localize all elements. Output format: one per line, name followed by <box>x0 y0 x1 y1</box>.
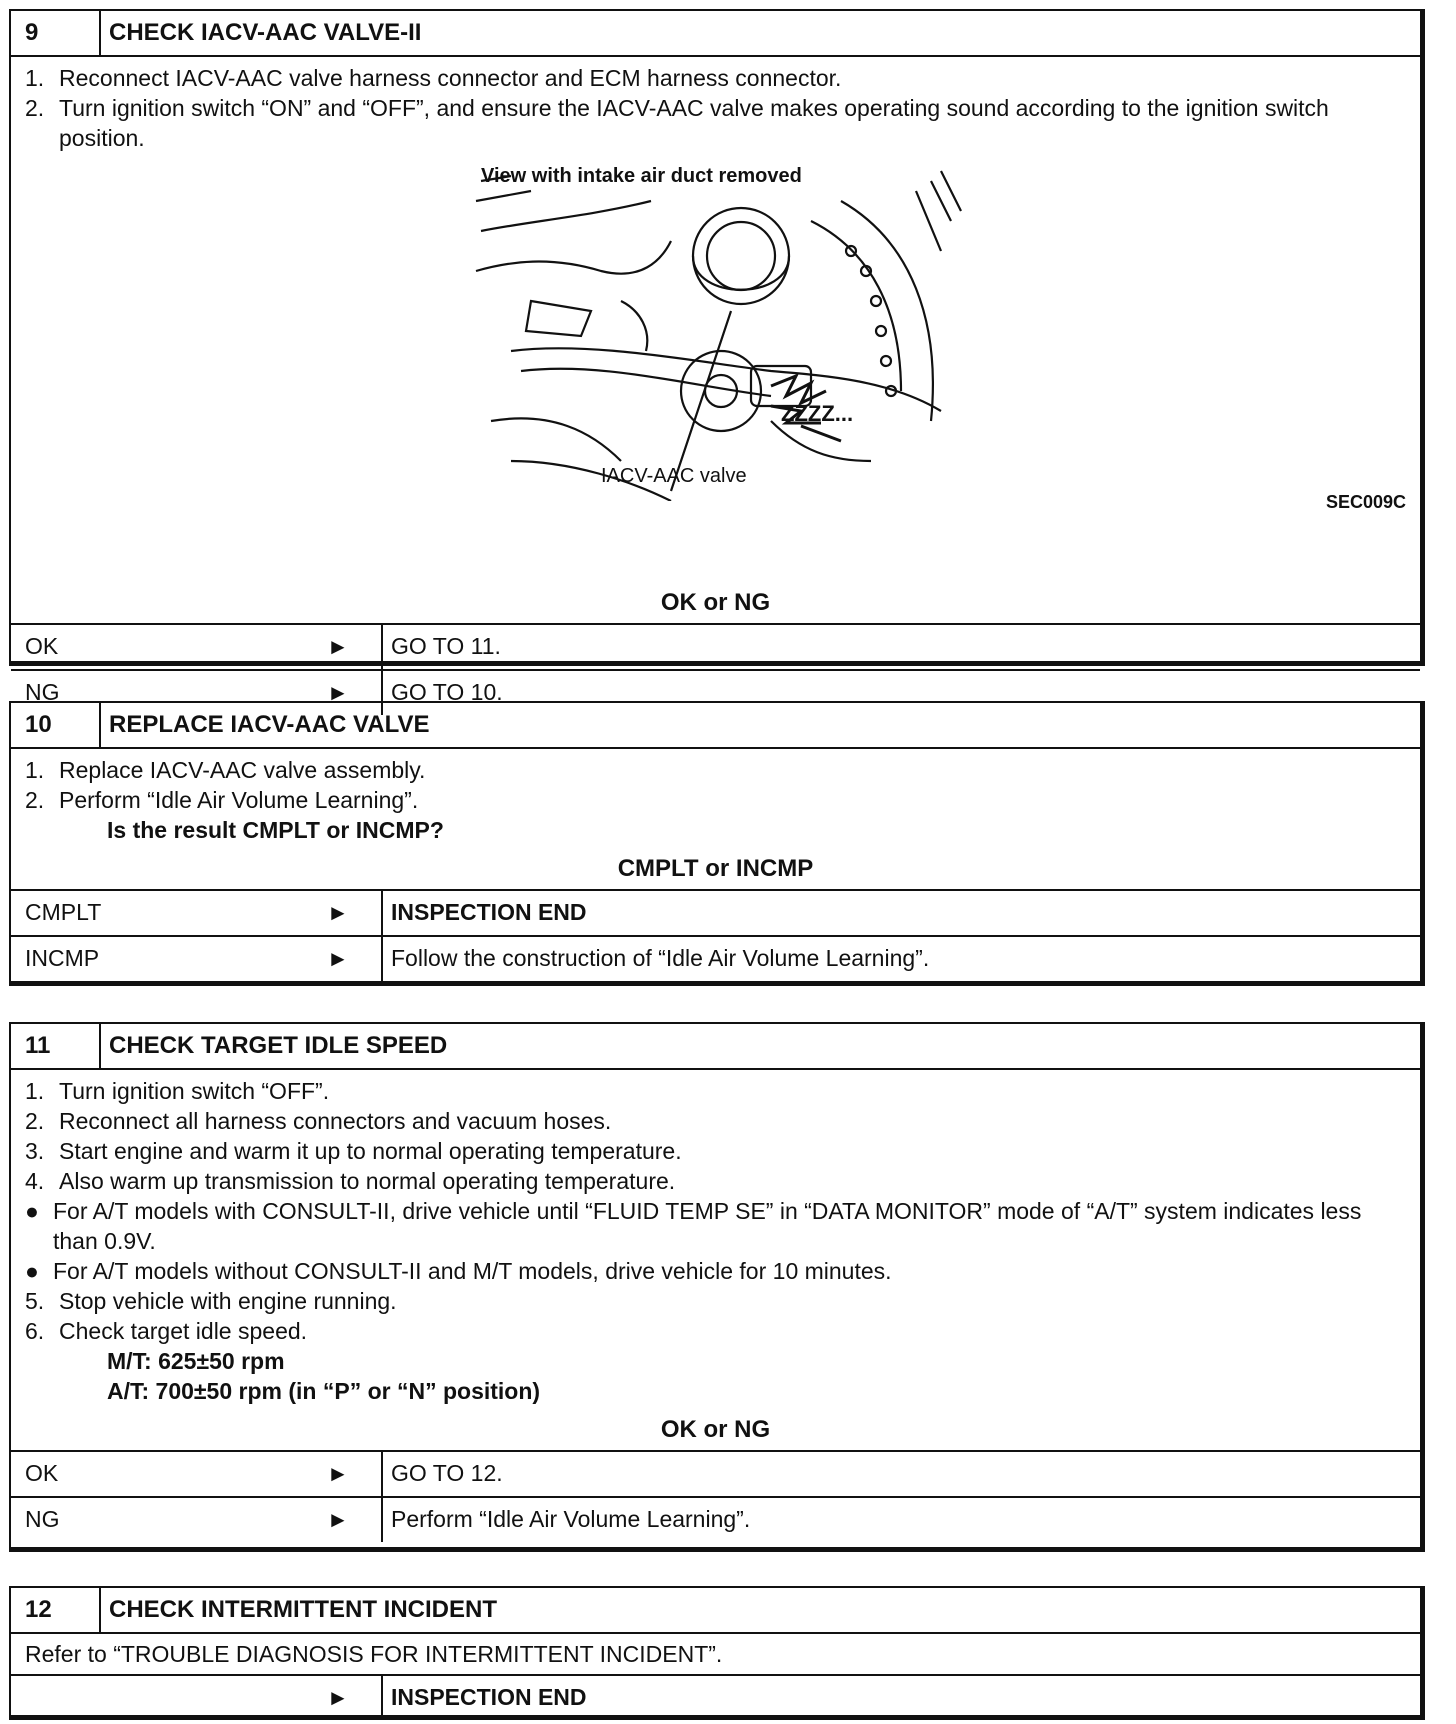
instruction-line: 2. Perform “Idle Air Volume Learning”. <box>25 787 419 813</box>
svg-text:ZZZZ...: ZZZZ... <box>781 401 854 426</box>
spec-mt: M/T: 625±50 rpm <box>107 1348 285 1374</box>
step-9 <box>9 9 1425 705</box>
result-action: GO TO 11. <box>381 625 1420 669</box>
result-row <box>11 935 1420 981</box>
arrow-icon: ► <box>327 634 349 659</box>
arrow-icon: ► <box>327 1685 349 1710</box>
result-label <box>11 1676 327 1720</box>
step-11 <box>9 1022 1425 1552</box>
result-action: Follow the construction of “Idle Air Volume Learning”. <box>381 937 1420 981</box>
instruction-line: Refer to “TROUBLE DIAGNOSIS FOR INTERMITTENT INCIDENT”. <box>25 1641 723 1667</box>
result-row <box>11 623 1420 669</box>
verdict-heading: OK or NG <box>660 1416 771 1443</box>
result-row <box>11 889 1420 935</box>
step-header <box>11 1024 1420 1070</box>
result-label: INCMP <box>25 945 100 971</box>
result-label: OK <box>25 633 59 659</box>
result-label: OK <box>25 1460 59 1486</box>
instruction-line: 2. Reconnect all harness connectors and vacuum hoses. <box>25 1108 612 1134</box>
step-title: CHECK TARGET IDLE SPEED <box>109 1032 448 1059</box>
result-action: GO TO 12. <box>381 1452 1420 1496</box>
instruction-line: 6. Check target idle speed. <box>25 1318 308 1344</box>
iacv-aac-valve-illustration <box>471 161 967 501</box>
instruction-line: 3. Start engine and warm it up to normal operating temperature. <box>25 1138 682 1164</box>
step-title: REPLACE IACV-AAC VALVE <box>109 711 430 738</box>
step-number: 11 <box>11 1024 101 1068</box>
bullet-line: ● For A/T models without CONSULT-II and M/T models, drive vehicle for 10 minutes. <box>25 1258 892 1284</box>
result-row <box>11 1496 1420 1542</box>
step-header <box>11 703 1420 749</box>
result-row <box>11 1450 1420 1496</box>
result-label: NG <box>25 1506 60 1532</box>
step-header <box>11 11 1420 57</box>
result-label: CMPLT <box>25 899 102 925</box>
arrow-icon: ► <box>327 900 349 925</box>
step-instructions <box>11 1070 1420 1410</box>
instruction-line: 2. Turn ignition switch “ON” and “OFF”, and ensure the IACV-AAC valve makes operating sound according to the ignition switch position. <box>25 95 1329 151</box>
arrow-icon: ► <box>327 680 349 705</box>
result-row <box>11 1674 1420 1720</box>
step-instructions <box>11 749 1420 849</box>
instruction-line: 1. Reconnect IACV-AAC valve harness connector and ECM harness connector. <box>25 65 842 91</box>
arrow-icon: ► <box>327 946 349 971</box>
bullet-line: ● For A/T models with CONSULT-II, drive vehicle until “FLUID TEMP SE” in “DATA MONITOR” mode of “A/T” system indicates less than 0.9V. <box>25 1198 1362 1254</box>
verdict-heading: OK or NG <box>660 589 771 616</box>
arrow-icon: ► <box>327 1507 349 1532</box>
result-action: INSPECTION END <box>381 891 1420 935</box>
figure-callout-label: IACV-AAC valve <box>601 465 747 487</box>
result-action: INSPECTION END <box>381 1676 1420 1720</box>
step-instructions <box>11 57 1420 583</box>
result-label: NG <box>25 679 60 705</box>
instruction-line: 5. Stop vehicle with engine running. <box>25 1288 397 1314</box>
figure-caption: View with intake air duct removed <box>481 165 802 187</box>
step-number: 10 <box>11 703 101 747</box>
question-text: Is the result CMPLT or INCMP? <box>107 817 444 843</box>
instruction-line: 1. Turn ignition switch “OFF”. <box>25 1078 330 1104</box>
result-action: Perform “Idle Air Volume Learning”. <box>381 1498 1420 1542</box>
step-header <box>11 1588 1420 1634</box>
arrow-icon: ► <box>327 1461 349 1486</box>
result-action: GO TO 10. <box>381 671 1420 715</box>
spec-at: A/T: 700±50 rpm (in “P” or “N” position) <box>107 1378 541 1404</box>
step-title: CHECK INTERMITTENT INCIDENT <box>109 1596 497 1623</box>
step-title: CHECK IACV-AAC VALVE-II <box>109 19 422 46</box>
figure-code: SEC009C <box>1325 492 1406 512</box>
step-number: 12 <box>11 1588 101 1632</box>
step-10 <box>9 701 1425 986</box>
verdict-heading: CMPLT or INCMP <box>617 855 814 882</box>
instruction-line: 1. Replace IACV-AAC valve assembly. <box>25 757 426 783</box>
step-instructions <box>11 1634 1420 1674</box>
step-12 <box>9 1586 1425 1720</box>
instruction-line: 4. Also warm up transmission to normal operating temperature. <box>25 1168 676 1194</box>
step-number: 9 <box>11 11 101 55</box>
